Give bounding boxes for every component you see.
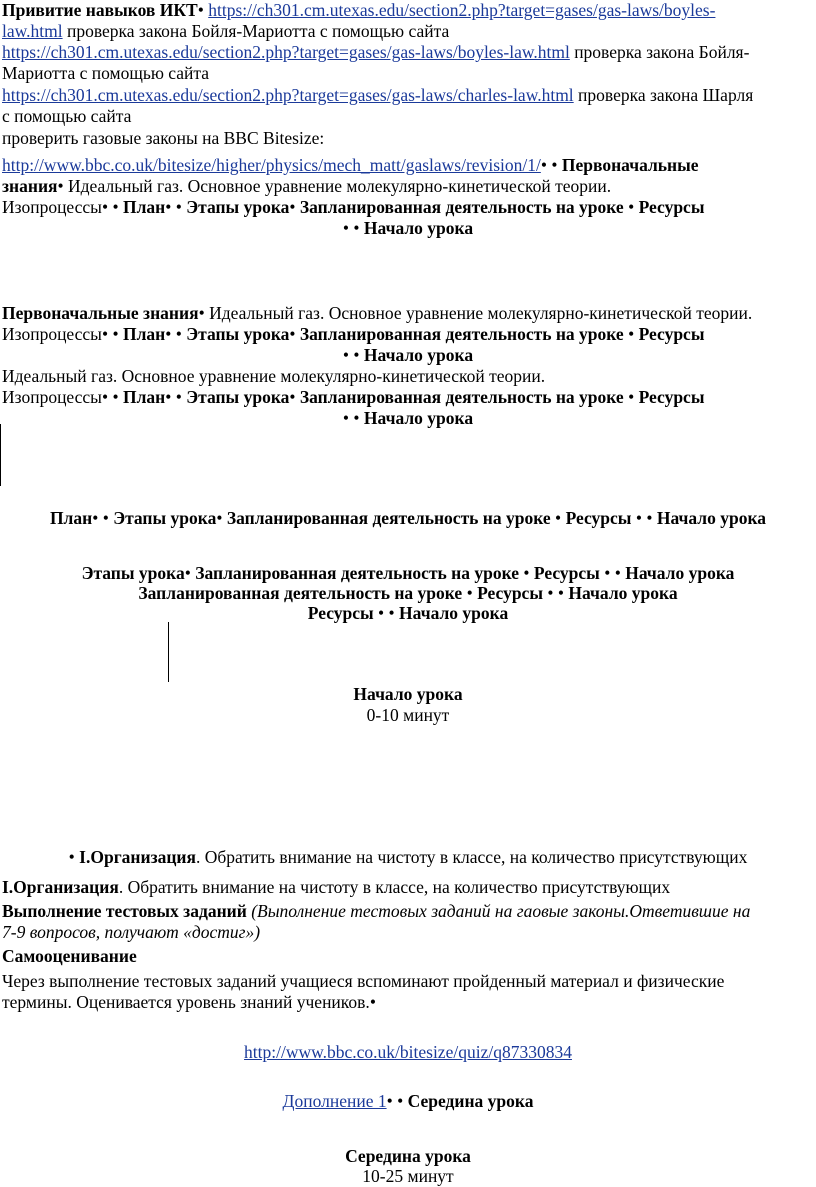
outline-line-1: знания• Идеальный газ. Основное уравнение молекулярно-кинетической теории. xyxy=(2,176,612,196)
self-assessment-text-1: Через выполнение тестовых заданий учащиеся вспоминают пройденный материал и физические xyxy=(2,971,725,991)
outline-repeat-2: Изопроцессы• • План• • Этапы урока• Запланированная деятельность на уроке • Ресурсы xyxy=(2,324,705,344)
charles-text: проверка закона Шарля xyxy=(573,85,754,105)
first-knowledge-heading: Первоначальные xyxy=(561,155,699,175)
tests-line-1 xyxy=(2,901,812,922)
table-border xyxy=(168,622,169,682)
intro-line-8: http://www.bbc.co.uk/bitesize/higher/physics/mech_matt/gaslaws/revision/1/• • Первоначальные xyxy=(2,155,699,175)
boyles-text-2: проверка закона Бойля- xyxy=(569,42,750,62)
bbc-text: проверить газовые законы на BBC Bitesize: xyxy=(2,128,325,148)
mid-title: Середина урока xyxy=(345,1146,471,1166)
outline-repeat-3: • • Начало урока xyxy=(342,345,474,365)
intro-line-4 xyxy=(2,63,812,84)
intro-line-3 xyxy=(2,42,812,63)
mid-time: 10-25 минут xyxy=(362,1166,454,1186)
bbc-gaslaws-link[interactable]: http://www.bbc.co.uk/bitesize/higher/physics/mech_matt/gaslaws/revision/1/ xyxy=(2,155,541,175)
outline-line-2: Изопроцессы• • План• • Этапы урока• Запланированная деятельность на уроке • Ресурсы xyxy=(2,197,705,217)
self-assessment-title: Самооценивание xyxy=(2,946,137,966)
intro-line-1 xyxy=(2,0,812,21)
outline-line-3: • • Начало урока xyxy=(342,218,474,238)
intro-line-6 xyxy=(2,106,812,127)
cascade-line-2: Этапы урока• Запланированная деятельность на уроке • Ресурсы • • Начало урока xyxy=(81,563,735,583)
ict-title: Привитие навыков ИКТ xyxy=(2,0,198,20)
intro-line-2 xyxy=(2,21,812,42)
outline-repeat-1: Первоначальные знания• Идеальный газ. Основное уравнение молекулярно-кинетической теории. xyxy=(2,303,753,323)
boyles-link-1[interactable]: https://ch301.cm.utexas.edu/section2.php?target=gases/gas-laws/boyles- xyxy=(208,0,716,20)
table-border xyxy=(0,424,1,486)
intro-line-7 xyxy=(2,128,812,149)
bullet: • xyxy=(197,0,204,20)
boyles-link-1-cont[interactable]: law.html xyxy=(2,21,63,41)
boyles-text-2-cont: Мариотта с помощью сайта xyxy=(2,63,210,83)
ideal-gas-text: Идеальный газ. Основное уравнение молекулярно-кинетической теории. xyxy=(63,176,612,196)
charles-link[interactable]: https://ch301.cm.utexas.edu/section2.php?target=gases/gas-laws/charles-law.html xyxy=(2,85,574,105)
outline-repeat-5: Изопроцессы• • План• • Этапы урока• Запланированная деятельность на уроке • Ресурсы xyxy=(2,387,705,407)
charles-text-cont: с помощью сайта xyxy=(2,106,132,126)
outline-repeat-4: Идеальный газ. Основное уравнение молекулярно-кинетической теории. xyxy=(2,366,546,386)
addendum-link[interactable]: Дополнение 1 xyxy=(282,1091,387,1111)
addendum-line: Дополнение 1• • Середина урока xyxy=(282,1091,534,1111)
boyles-text-1: проверка закона Бойля-Мариотта с помощью сайта xyxy=(62,21,450,41)
tests-title: Выполнение тестовых заданий xyxy=(2,901,247,921)
organization-centered: • I.Организация. Обратить внимание на чистоту в классе, на количество присутствующих xyxy=(68,847,748,867)
quiz-line xyxy=(0,1042,816,1063)
intro-line-5 xyxy=(2,85,812,106)
outline-repeat-6: • • Начало урока xyxy=(342,408,474,428)
boyles-link-2[interactable]: https://ch301.cm.utexas.edu/section2.php?target=gases/gas-laws/boyles-law.html xyxy=(2,42,570,62)
organization-line: I.Организация. Обратить внимание на чистоту в классе, на количество присутствующих xyxy=(2,877,671,897)
cascade-line-4: Ресурсы • • Начало урока xyxy=(307,603,509,623)
cascade-line-1: План• • Этапы урока• Запланированная деятельность на уроке • Ресурсы • • Начало урока xyxy=(49,508,767,528)
self-assessment-text-2: термины. Оценивается уровень знаний учеников.• xyxy=(2,992,376,1012)
bbc-quiz-link[interactable]: http://www.bbc.co.uk/bitesize/quiz/q87330834 xyxy=(244,1042,572,1062)
cascade-line-3: Запланированная деятельность на уроке • Ресурсы • • Начало урока xyxy=(138,583,678,603)
tests-line-2: 7-9 вопросов, получают «достиг») xyxy=(2,922,261,942)
start-title: Начало урока xyxy=(353,684,463,704)
start-time: 0-10 минут xyxy=(366,705,450,725)
tests-note: (Выполнение тестовых заданий на гаовые законы.Ответившие на xyxy=(246,901,751,921)
